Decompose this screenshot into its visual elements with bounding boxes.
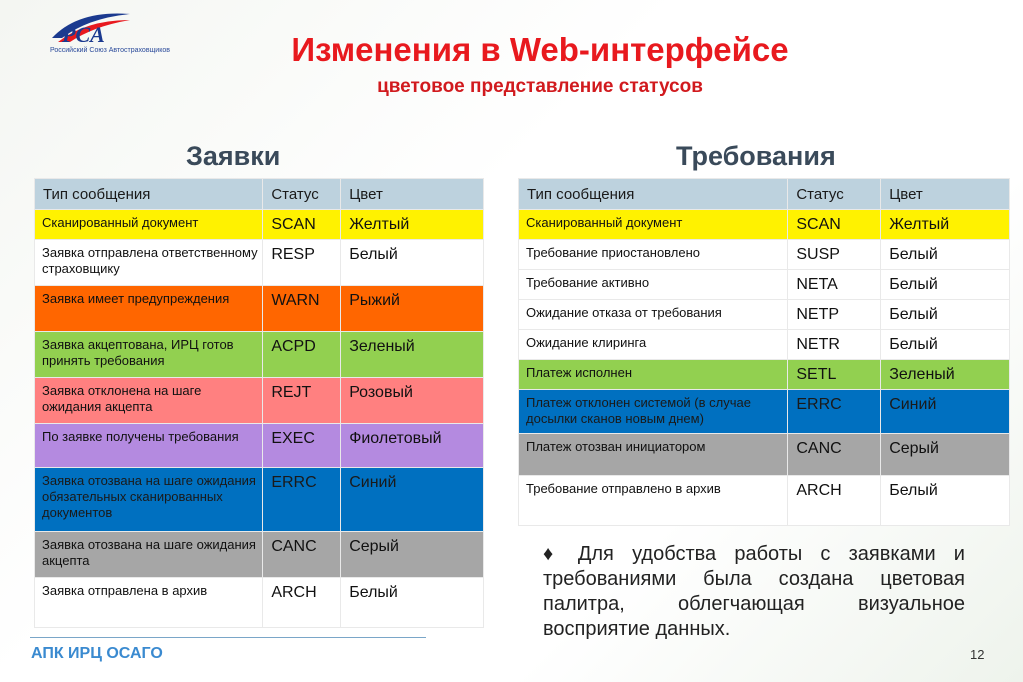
message-type-cell: Требование активно bbox=[519, 270, 788, 300]
palette-note bbox=[543, 542, 965, 642]
status-code-cell: NETP bbox=[788, 300, 881, 330]
diamond-bullet-icon: ♦ bbox=[543, 543, 566, 565]
color-name-cell: Синий bbox=[881, 390, 1010, 434]
status-code-cell: CANC bbox=[263, 532, 341, 578]
footer-label: АПК ИРЦ ОСАГО bbox=[31, 645, 163, 662]
table-row bbox=[519, 330, 1010, 360]
col-header-status: Статус bbox=[263, 179, 341, 210]
status-code-cell: WARN bbox=[263, 286, 341, 332]
status-code-cell: ARCH bbox=[263, 578, 341, 628]
table-row bbox=[35, 578, 484, 628]
status-code-cell: ACPD bbox=[263, 332, 341, 378]
table-row bbox=[519, 270, 1010, 300]
color-name-cell: Белый bbox=[881, 476, 1010, 526]
message-type-cell: Требование приостановлено bbox=[519, 240, 788, 270]
message-type-cell: Заявка отправлена ответственному страховщику bbox=[35, 240, 263, 286]
color-name-cell: Фиолетовый bbox=[341, 424, 484, 468]
color-name-cell: Белый bbox=[881, 240, 1010, 270]
table-row bbox=[35, 332, 484, 378]
message-type-cell: Сканированный документ bbox=[35, 210, 263, 240]
status-code-cell: REJT bbox=[263, 378, 341, 424]
color-name-cell: Зеленый bbox=[341, 332, 484, 378]
message-type-cell: Требование отправлено в архив bbox=[519, 476, 788, 526]
slide-title: Изменения в Web-интерфейсе bbox=[291, 31, 789, 68]
status-code-cell: SETL bbox=[788, 360, 881, 390]
logo-mark-text: PCA bbox=[62, 22, 105, 46]
color-name-cell: Зеленый bbox=[881, 360, 1010, 390]
status-code-cell: ERRC bbox=[788, 390, 881, 434]
table-row bbox=[35, 240, 484, 286]
table-row bbox=[519, 300, 1010, 330]
col-header-type: Тип сообщения bbox=[35, 179, 263, 210]
claims-status-table bbox=[518, 178, 1010, 526]
right-section-title: Требования bbox=[676, 141, 836, 171]
color-name-cell: Белый bbox=[881, 300, 1010, 330]
message-type-cell: Сканированный документ bbox=[519, 210, 788, 240]
status-code-cell: CANC bbox=[788, 434, 881, 476]
color-name-cell: Белый bbox=[881, 330, 1010, 360]
status-code-cell: SCAN bbox=[263, 210, 341, 240]
col-header-color: Цвет bbox=[881, 179, 1010, 210]
color-name-cell: Серый bbox=[881, 434, 1010, 476]
table-row bbox=[519, 360, 1010, 390]
status-code-cell: RESP bbox=[263, 240, 341, 286]
rsa-logo-mark-icon bbox=[48, 8, 132, 46]
logo-caption: Российский Союз Автостраховщиков bbox=[50, 47, 170, 54]
page-number: 12 bbox=[970, 647, 985, 662]
status-code-cell: NETA bbox=[788, 270, 881, 300]
message-type-cell: Заявка имеет предупреждения bbox=[35, 286, 263, 332]
table-header-row bbox=[519, 179, 1010, 210]
table-row bbox=[35, 468, 484, 532]
message-type-cell: Заявка отозвана на шаге ожидания акцепта bbox=[35, 532, 263, 578]
message-type-cell: По заявке получены требования bbox=[35, 424, 263, 468]
table-row bbox=[35, 532, 484, 578]
table-row bbox=[519, 390, 1010, 434]
table-row bbox=[519, 210, 1010, 240]
message-type-cell: Заявка отправлена в архив bbox=[35, 578, 263, 628]
message-type-cell: Ожидание отказа от требования bbox=[519, 300, 788, 330]
rsa-logo bbox=[48, 8, 188, 60]
color-name-cell: Рыжий bbox=[341, 286, 484, 332]
slide-subtitle: цветовое представление статусов bbox=[377, 76, 703, 97]
status-code-cell: NETR bbox=[788, 330, 881, 360]
message-type-cell: Заявка акцептована, ИРЦ готов принять требования bbox=[35, 332, 263, 378]
message-type-cell: Платеж отозван инициатором bbox=[519, 434, 788, 476]
applications-status-table bbox=[34, 178, 484, 628]
table-row bbox=[35, 286, 484, 332]
table-row bbox=[519, 476, 1010, 526]
table-row bbox=[35, 210, 484, 240]
status-code-cell: SCAN bbox=[788, 210, 881, 240]
left-section-title: Заявки bbox=[186, 141, 281, 171]
status-code-cell: ARCH bbox=[788, 476, 881, 526]
col-header-color: Цвет bbox=[341, 179, 484, 210]
table-row bbox=[35, 378, 484, 424]
message-type-cell: Платеж отклонен системой (в случае досылки сканов новым днем) bbox=[519, 390, 788, 434]
color-name-cell: Белый bbox=[881, 270, 1010, 300]
table-header-row bbox=[35, 179, 484, 210]
color-name-cell: Розовый bbox=[341, 378, 484, 424]
table-row bbox=[519, 434, 1010, 476]
color-name-cell: Белый bbox=[341, 578, 484, 628]
col-header-status: Статус bbox=[788, 179, 881, 210]
color-name-cell: Синий bbox=[341, 468, 484, 532]
message-type-cell: Заявка отклонена на шаге ожидания акцепта bbox=[35, 378, 263, 424]
status-code-cell: EXEC bbox=[263, 424, 341, 468]
color-name-cell: Белый bbox=[341, 240, 484, 286]
table-row bbox=[519, 240, 1010, 270]
color-name-cell: Желтый bbox=[341, 210, 484, 240]
footer-divider bbox=[30, 637, 426, 638]
color-name-cell: Желтый bbox=[881, 210, 1010, 240]
status-code-cell: ERRC bbox=[263, 468, 341, 532]
col-header-type: Тип сообщения bbox=[519, 179, 788, 210]
status-code-cell: SUSP bbox=[788, 240, 881, 270]
message-type-cell: Ожидание клиринга bbox=[519, 330, 788, 360]
palette-note-text: Для удобства работы с заявками и требованиями была создана цветовая палитра, облегчающая визуальное восприятие данных. bbox=[543, 543, 965, 640]
message-type-cell: Платеж исполнен bbox=[519, 360, 788, 390]
message-type-cell: Заявка отозвана на шаге ожидания обязательных сканированных документов bbox=[35, 468, 263, 532]
color-name-cell: Серый bbox=[341, 532, 484, 578]
table-row bbox=[35, 424, 484, 468]
